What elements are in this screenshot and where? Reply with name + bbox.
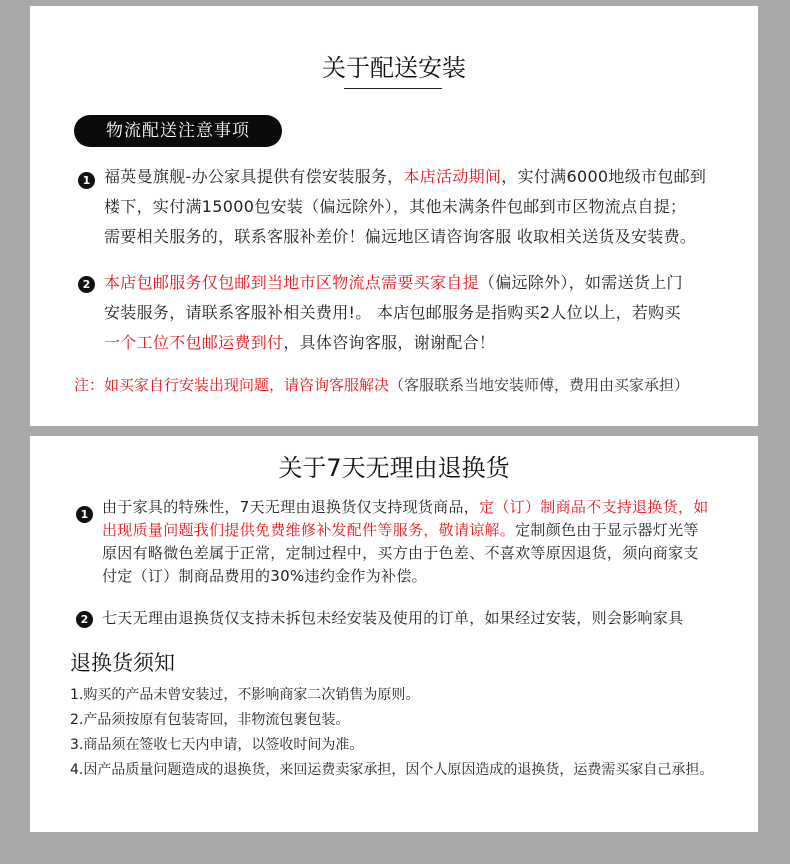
- body-text: 需要相关服务的，联系客服补差价！偏远地区请咨询客服 收取相关送货及安装费。: [104, 227, 697, 246]
- text-line: [102, 565, 742, 588]
- returns-title: 关于7天无理由退换货: [278, 454, 510, 482]
- body-text: 定制颜色由于显示器灯光等: [515, 521, 699, 539]
- text-line: [104, 162, 744, 192]
- text-line: [102, 496, 742, 519]
- title-underline: [344, 88, 442, 89]
- delivery-item-1: [104, 162, 744, 252]
- body-text: 七天无理由退换货仅支持未拆包未经安装及使用的订单，如果经过安装，则会影响家具: [102, 609, 684, 627]
- body-text: 付定（订）制商品费用的30%违约金作为补偿。: [102, 567, 427, 585]
- delivery-panel: [30, 6, 758, 426]
- highlight-text: 一个工位不包邮运费到付: [104, 333, 284, 352]
- text-line: [102, 542, 742, 565]
- text-line: [104, 222, 744, 252]
- body-text: 由于家具的特殊性，7天无理由退换货仅支持现货商品，: [102, 498, 480, 516]
- item-number-1: 1: [76, 506, 93, 523]
- item-number-1: 1: [78, 172, 95, 189]
- note-red-text: 注：如买家自行安装出现问题，请咨询客服解决: [74, 376, 390, 394]
- item-number-2: 2: [76, 611, 93, 628]
- returns-notice-item: 4.因产品质量问题造成的退换货，来回运费卖家承担，因个人原因造成的退换货，运费需买家自己承担。: [70, 762, 714, 778]
- returns-item-2: [102, 607, 742, 630]
- text-line: [104, 268, 744, 298]
- body-text: 福英曼旗舰-办公家具提供有偿安装服务，: [104, 167, 404, 186]
- returns-notice-item: 1.购买的产品未曾安装过，不影响商家二次销售为原则。: [70, 687, 420, 703]
- installation-note: [74, 374, 689, 395]
- returns-notice-item: 2.产品须按原有包装寄回，非物流包裹包装。: [70, 712, 350, 728]
- body-text: ，实付满6000地级市包邮到: [501, 167, 707, 186]
- body-text: （偏远除外），如需送货上门: [478, 273, 683, 292]
- text-line: [104, 192, 744, 222]
- returns-notice-heading: 退换货须知: [70, 651, 175, 675]
- text-line: [102, 519, 742, 542]
- text-line: [102, 607, 742, 630]
- highlight-text: 定（订）制商品不支持退换货，如: [479, 498, 709, 516]
- returns-panel: [30, 436, 758, 832]
- highlight-text: 出现质量问题我们提供免费维修补发配件等服务，敬请谅解。: [102, 521, 516, 539]
- delivery-item-2: [104, 268, 744, 358]
- returns-item-1: [102, 496, 742, 588]
- body-text: 楼下，实付满15000包安装（偏远除外），其他未满条件包邮到市区物流点自提；: [104, 197, 687, 216]
- item-number-2: 2: [78, 276, 95, 293]
- text-line: [104, 298, 744, 328]
- note-rest-text: （客服联系当地安装师傅，费用由买家承担）: [389, 376, 690, 394]
- body-text: ，具体咨询客服，谢谢配合！: [283, 333, 496, 352]
- returns-notice-item: 3.商品须在签收七天内申请，以签收时间为准。: [70, 737, 364, 753]
- body-text: 原因有略微色差属于正常，定制过程中，买方由于色差、不喜欢等原因退货，须向商家支: [102, 544, 699, 562]
- logistics-notice-badge: 物流配送注意事项: [74, 115, 282, 147]
- highlight-text: 本店包邮服务仅包邮到当地市区物流点需要买家自提: [104, 273, 479, 292]
- highlight-text: 本店活动期间: [403, 167, 502, 186]
- text-line: [104, 328, 744, 358]
- delivery-title: 关于配送安装: [322, 54, 466, 82]
- body-text: 安装服务，请联系客服补相关费用!。 本店包邮服务是指购买2人位以上，若购买: [104, 303, 681, 322]
